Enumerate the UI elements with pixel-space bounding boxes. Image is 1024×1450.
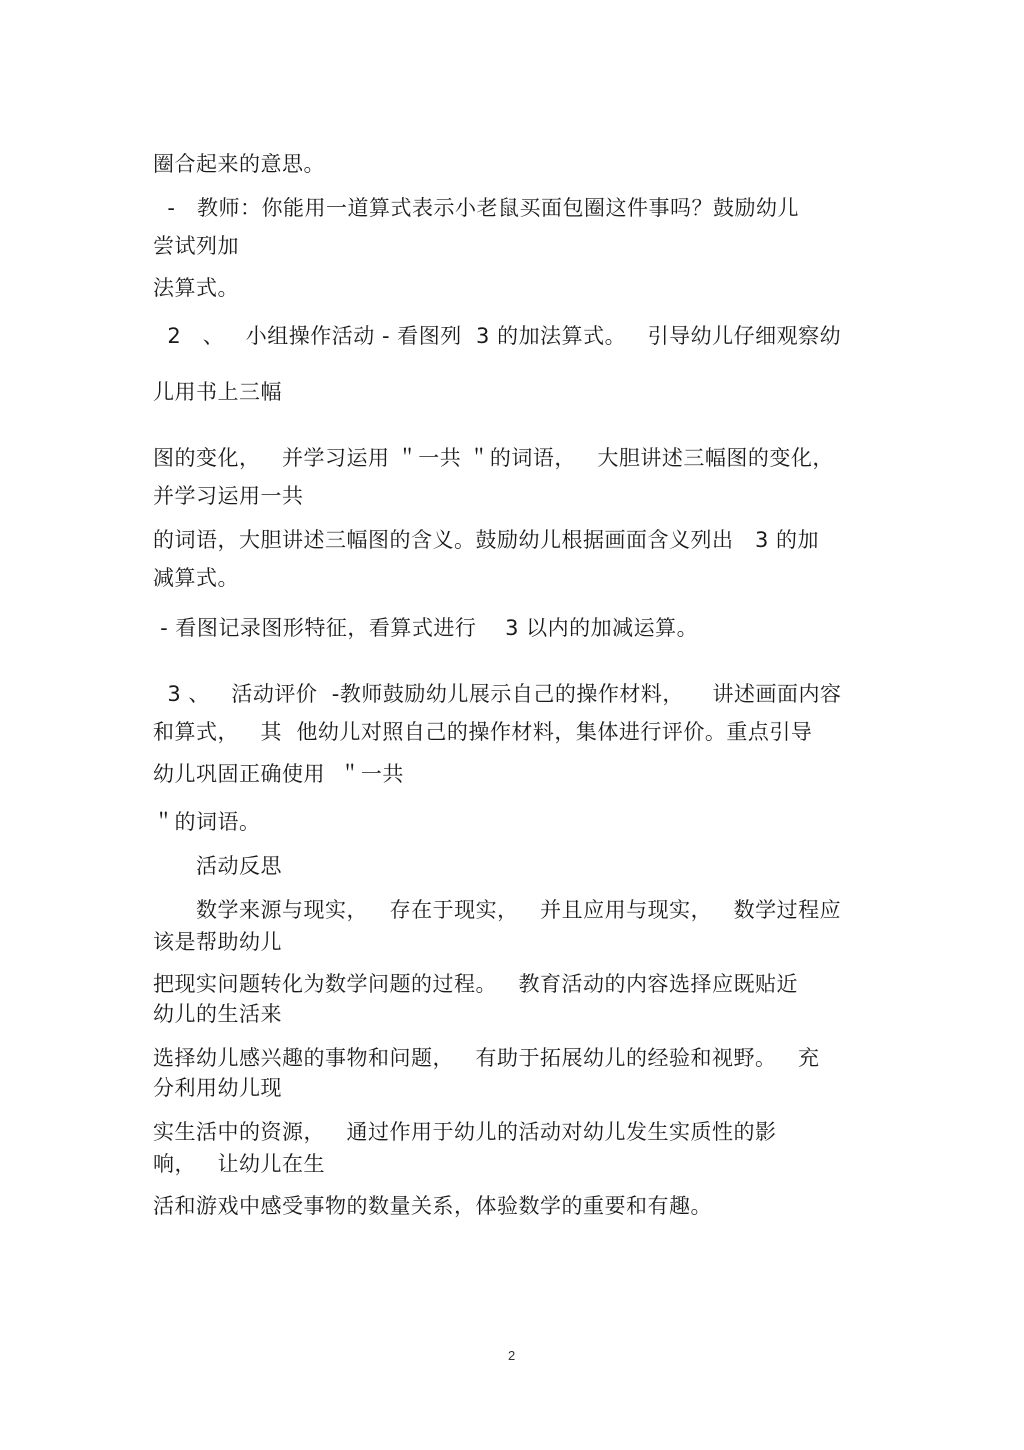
text-line: 幼儿的生活来 (153, 1002, 282, 1026)
text-line: 数学来源与现实， 存在于现实， 并且应用与现实， 数学过程应 (153, 898, 842, 922)
text-line: - 教师：你能用一道算式表示小老鼠买面包圈这件事吗？鼓励幼儿 (153, 196, 799, 220)
text-line: 尝试列加 (153, 234, 239, 258)
text-line: 响， 让幼儿在生 (153, 1152, 326, 1176)
text-line: 和算式， 其 他幼儿对照自己的操作材料，集体进行评价。重点引导 (153, 720, 813, 744)
section-heading: 活动反思 (153, 854, 283, 878)
text-line: 选择幼儿感兴趣的事物和问题， 有助于拓展幼儿的经验和视野。 充 (153, 1046, 820, 1070)
text-line: 并学习运用一共 (153, 484, 304, 508)
text-line: 3 、 活动评价 -教师鼓励幼儿展示自己的操作材料， 讲述画面内容 (153, 682, 842, 706)
text-line: 2 、 小组操作活动 - 看图列 3 的加法算式。 引导幼儿仔细观察幼 (153, 324, 842, 348)
text-line: 把现实问题转化为数学问题的过程。 教育活动的内容选择应既贴近 (153, 972, 799, 996)
text-line: 法算式。 (153, 276, 239, 300)
text-line: 分利用幼儿现 (153, 1076, 282, 1100)
text-line: 活和游戏中感受事物的数量关系，体验数学的重要和有趣。 (153, 1194, 712, 1218)
text-line: 图的变化， 并学习运用 ＂一共 ＂的词语， 大胆讲述三幅图的变化， (153, 446, 834, 470)
text-line: 减算式。 (153, 566, 239, 590)
text-line: 该是帮助幼儿 (153, 930, 282, 954)
text-line: - 看图记录图形特征，看算式进行 3 以内的加减运算。 (153, 616, 699, 640)
page-number: 2 (508, 1348, 516, 1363)
text-line: 儿用书上三幅 (153, 380, 282, 404)
text-line: 的词语，大胆讲述三幅图的含义。鼓励幼儿根据画面含义列出 3 的加 (153, 528, 820, 552)
text-line: 圈合起来的意思。 (153, 152, 325, 176)
text-line: ＂的词语。 (153, 810, 261, 834)
text-line: 幼儿巩固正确使用 ＂一共 (153, 762, 404, 786)
text-line: 实生活中的资源， 通过作用于幼儿的活动对幼儿发生实质性的影 (153, 1120, 777, 1144)
